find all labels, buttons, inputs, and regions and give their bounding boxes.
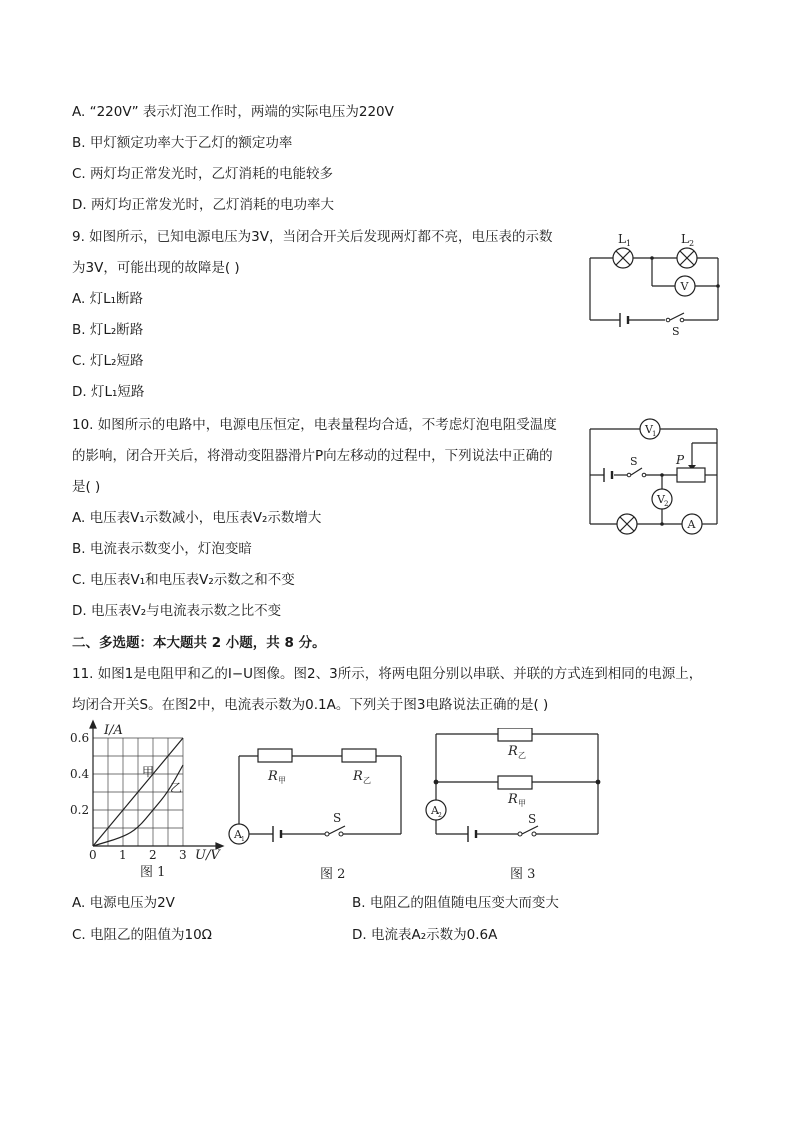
q10-circuit-diagram [582, 413, 732, 538]
x-tick-label: 0 [89, 848, 97, 862]
q10-stem-line3: 是( ) [72, 479, 101, 495]
battery-icon [273, 826, 281, 842]
fig3-ammeter-sub: 2 [438, 812, 442, 819]
q9-stem-line1: 9. 如图所示，已知电源电压为3V，当闭合开关后发现两灯都不亮，电压表的示数 [72, 229, 553, 245]
q8-option-c: C. 两灯均正常发光时，乙灯消耗的电能较多 [72, 166, 334, 182]
q10-option-b: B. 电流表示数变小，灯泡变暗 [72, 541, 252, 557]
lamp-icon [617, 514, 637, 534]
fig1-ylabel: I/A [104, 723, 123, 738]
q10-stem-line1: 10. 如图所示的电路中，电源电压恒定，电表量程均合适，不考虑灯泡电阻受温度 [72, 417, 557, 433]
rheostat-icon [677, 468, 705, 482]
resistor-jia-icon [258, 749, 292, 762]
q8-option-b: B. 甲灯额定功率大于乙灯的额定功率 [72, 135, 293, 151]
fig3-caption: 图 3 [510, 867, 536, 882]
y-tick-label: 0.4 [70, 767, 90, 781]
fig3-r-jia-label: R [508, 792, 518, 807]
q10-option-c: C. 电压表V₁和电压表V₂示数之和不变 [72, 572, 295, 588]
label-slider-p: P [676, 453, 685, 467]
label-ammeter: A [687, 518, 696, 531]
fig3-r-jia-sub: 甲 [518, 799, 526, 808]
fig2-switch-label: S [333, 811, 342, 825]
fig2-caption: 图 2 [320, 867, 346, 882]
battery-icon [468, 826, 476, 842]
q11-option-b: B. 电阻乙的阻值随电压变大而变大 [352, 895, 559, 911]
label-l2: L [681, 232, 689, 246]
q11-fig3-parallel-circuit [420, 728, 612, 883]
lamp-l2-icon [677, 248, 697, 268]
q11-option-c: C. 电阻乙的阻值为10Ω [72, 927, 213, 943]
q11-stem-line1: 11. 如图1是电阻甲和乙的I−U图像。图2、3所示，将两电阻分别以串联、并联的方式连到相同的电源上， [72, 666, 703, 682]
q9-option-c: C. 灯L₂短路 [72, 353, 144, 369]
q11-option-d: D. 电流表A₂示数为0.6A [352, 927, 498, 943]
y-tick-label: 0.2 [70, 803, 90, 817]
y-tick-label: 0.6 [70, 731, 90, 745]
q10-option-a: A. 电压表V₁示数减小，电压表V₂示数增大 [72, 510, 322, 526]
x-tick-label: 2 [149, 848, 157, 862]
label-v2: V [657, 493, 665, 506]
junction-dot [650, 256, 654, 260]
fig1-series-yi-label: 乙 [170, 781, 183, 795]
label-switch: S [672, 325, 680, 338]
section-header-multiple-choice: 二、多选题：本大题共 2 小题，共 8 分。 [72, 635, 326, 651]
junction-dot [660, 473, 664, 477]
battery-icon [620, 313, 628, 327]
battery-icon [604, 468, 612, 482]
q9-option-d: D. 灯L₁短路 [72, 384, 145, 400]
fig3-r-yi-label: R [508, 744, 518, 759]
label-l1: L [618, 232, 626, 246]
label-l2-sub: 2 [689, 239, 695, 248]
label-v1-sub: 1 [652, 430, 657, 438]
fig2-r-jia-sub: 甲 [278, 776, 286, 785]
q9-circuit-diagram [580, 225, 730, 340]
junction-dot [660, 522, 664, 526]
q9-option-a: A. 灯L₁断路 [72, 291, 144, 307]
fig2-r-jia-label: R [268, 769, 278, 784]
label-l1-sub: 1 [626, 239, 632, 248]
junction-dot [434, 780, 439, 785]
junction-dot [596, 780, 601, 785]
lamp-l1-icon [613, 248, 633, 268]
label-voltmeter: V [680, 280, 689, 293]
x-tick-label: 1 [119, 848, 127, 862]
resistor-jia-icon [498, 776, 532, 789]
q10-option-d: D. 电压表V₂与电流表示数之比不变 [72, 603, 282, 619]
fig1-caption: 图 1 [140, 865, 166, 880]
resistor-yi-icon [342, 749, 376, 762]
fig2-r-yi-sub: 乙 [363, 776, 371, 785]
q11-stem-line2: 均闭合开关S。在图2中，电流表示数为0.1A。下列关于图3电路说法正确的是( ) [72, 697, 549, 713]
fig1-xlabel: U/V [195, 848, 220, 863]
fig1-series-jia-label: 甲 [142, 765, 155, 779]
fig2-r-yi-label: R [353, 769, 363, 784]
label-v1: V [645, 423, 653, 436]
resistor-yi-icon [498, 728, 532, 741]
q8-option-a: A. “220V” 表示灯泡工作时，两端的实际电压为220V [72, 104, 394, 120]
label-v2-sub: 2 [664, 500, 669, 508]
q9-stem-line2: 为3V，可能出现的故障是( ) [72, 260, 240, 276]
fig2-ammeter-label: A [234, 828, 242, 841]
q10-stem-line2: 的影响，闭合开关后，将滑动变阻器滑片P向左移动的过程中，下列说法中正确的 [72, 448, 553, 464]
fig2-ammeter-sub: 1 [241, 836, 245, 843]
junction-dot [716, 284, 720, 288]
q11-fig1-iu-chart [60, 718, 230, 880]
q11-fig2-series-circuit [225, 740, 415, 882]
q8-option-d: D. 两灯均正常发光时，乙灯消耗的电功率大 [72, 197, 334, 213]
q9-option-b: B. 灯L₂断路 [72, 322, 144, 338]
fig3-ammeter-label: A [431, 804, 439, 817]
label-switch: S [630, 455, 638, 468]
fig3-r-yi-sub: 乙 [518, 751, 526, 760]
q11-option-a: A. 电源电压为2V [72, 895, 175, 911]
x-tick-label: 3 [179, 848, 187, 862]
fig3-switch-label: S [528, 812, 537, 826]
